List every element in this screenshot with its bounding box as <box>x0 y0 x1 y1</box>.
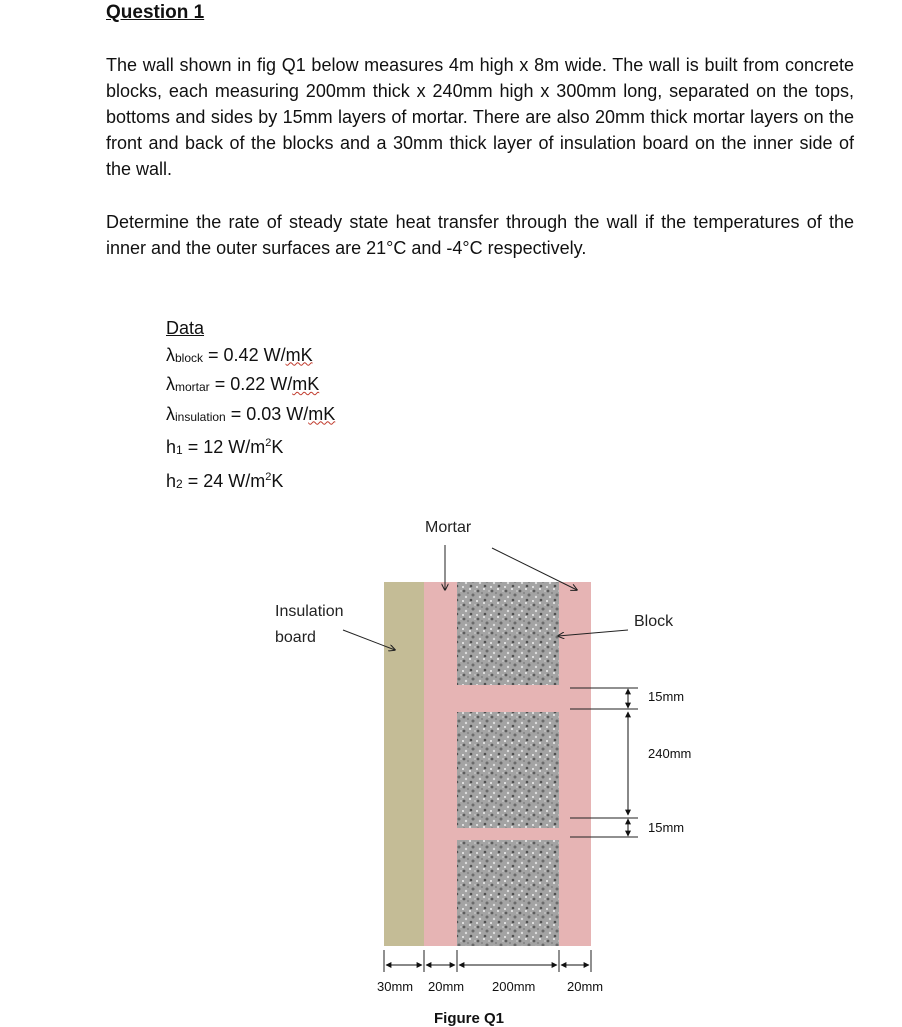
question-paragraph-1: The wall shown in fig Q1 below measures 4m high x 8m wide. The wall is built from concrete blocks, each measuring 200mm thick x 240mm high x 300mm long, separated on the tops, bottoms and sides by 15mm layers of mortar. There are also 20mm thick mortar layers on the front and back of the blocks and a 30mm thick layer of insulation board on the inner side of the wall. <box>106 55 854 179</box>
lambda-block-line: $\lambda_{block} = 0.42$ W/mK <box>166 344 313 365</box>
label-insulation-line2: board <box>275 629 316 646</box>
block-top <box>457 582 559 685</box>
block-bottom <box>457 840 559 946</box>
lambda-mortar-line: $\lambda_{mortar} = 0.22$ W/mK <box>166 374 320 394</box>
lambda-insulation-line: $\lambda_{insulation} = 0.03$ W/mK <box>166 403 336 424</box>
dim-20mm-right-label: 20mm <box>567 979 604 994</box>
dim-240mm-label: 240mm <box>648 746 692 761</box>
label-insulation-line1: Insulation <box>275 603 344 620</box>
dim-30mm-label: 30mm <box>377 979 414 994</box>
label-mortar: Mortar <box>425 519 472 536</box>
dim-200mm-label: 200mm <box>492 979 536 994</box>
figure-caption: Figure Q1 <box>434 1010 505 1027</box>
dim-20mm-left-label: 20mm <box>428 979 465 994</box>
data-title: Data <box>166 318 205 338</box>
dim-15mm-bottom-label: 15mm <box>648 820 685 835</box>
h1-line: $h_1 = 12$ $W/m^2K$ <box>166 437 284 457</box>
dim-15mm-top-label: 15mm <box>648 689 685 704</box>
label-block: Block <box>634 613 674 630</box>
question-paragraph-2: Determine the rate of steady state heat transfer through the wall if the temperatures of the inner and the outer surfaces are 21°C and -4°C respectively. <box>106 212 854 258</box>
question-heading: Question 1 <box>106 2 205 23</box>
insulation-board <box>384 582 424 946</box>
block-middle <box>457 712 559 828</box>
h2-line: $h_2 = 24$ $W/m^2K$ <box>166 470 284 491</box>
